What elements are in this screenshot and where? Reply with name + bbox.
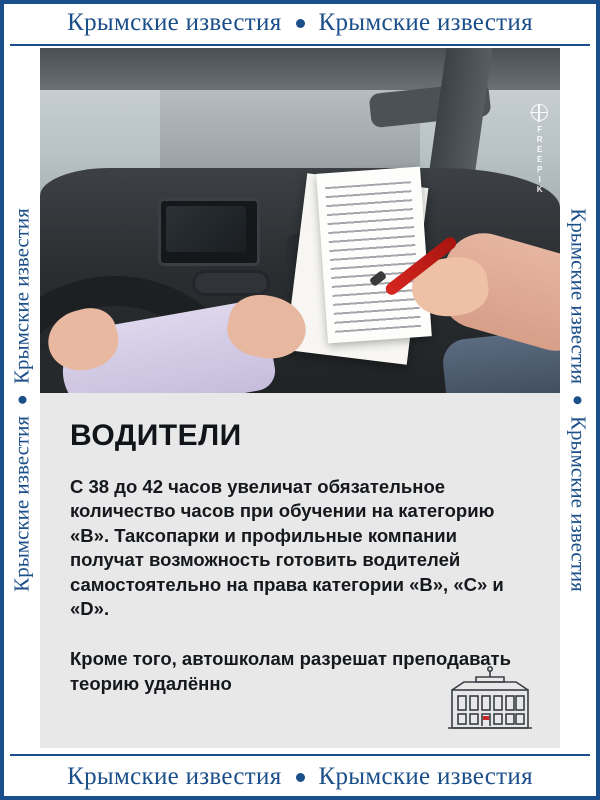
article-paragraph-1: С 38 до 42 часов увеличат обязательное количество часов при обучении на категорию «B». Таксопарки и профильные компании получат возможность готовить водителей самостоятельно на права категории «B», «C» и «D». xyxy=(70,476,504,620)
building-logo-icon xyxy=(442,664,538,736)
article-paragraph-2: Кроме того, автошколам разрешат преподавать теорию удалённо xyxy=(70,648,511,694)
masthead-side-left-text-2: Крымские известия xyxy=(9,208,34,384)
freepik-watermark-label: FREEPIK xyxy=(535,125,545,195)
article-photo xyxy=(40,48,560,393)
masthead-bottom xyxy=(0,757,600,797)
globe-icon xyxy=(531,104,548,121)
bullet-dot-icon xyxy=(574,396,582,404)
frame-border-right xyxy=(596,0,600,800)
photo-console-screen-glow xyxy=(166,206,246,252)
masthead-divider-bottom xyxy=(10,754,590,756)
freepik-watermark xyxy=(526,104,552,197)
article-text-block xyxy=(40,393,560,748)
masthead-title-right-bottom: Крымские известия xyxy=(318,763,533,790)
masthead-top xyxy=(0,3,600,43)
bullet-dot-icon xyxy=(296,773,305,782)
masthead-side-left-text-1: Крымские известия xyxy=(9,416,34,592)
masthead-side-right-text-1: Крымские известия xyxy=(566,208,591,384)
bullet-dot-icon xyxy=(18,396,26,404)
masthead-side-right-text-2: Крымские известия xyxy=(566,416,591,592)
photo-air-vent xyxy=(192,270,270,296)
masthead-title-left-bottom: Крымские известия xyxy=(67,763,282,790)
masthead-title-right: Крымские известия xyxy=(318,9,533,36)
article-card xyxy=(40,48,560,748)
masthead-side-left xyxy=(4,46,40,754)
masthead-title-left: Крымские известия xyxy=(67,9,282,36)
masthead-side-right xyxy=(560,46,596,754)
bullet-dot-icon xyxy=(296,19,305,28)
photo-paper-text-lines xyxy=(325,181,421,333)
masthead-divider-top xyxy=(10,44,590,46)
page-title: ВОДИТЕЛИ xyxy=(70,419,242,452)
